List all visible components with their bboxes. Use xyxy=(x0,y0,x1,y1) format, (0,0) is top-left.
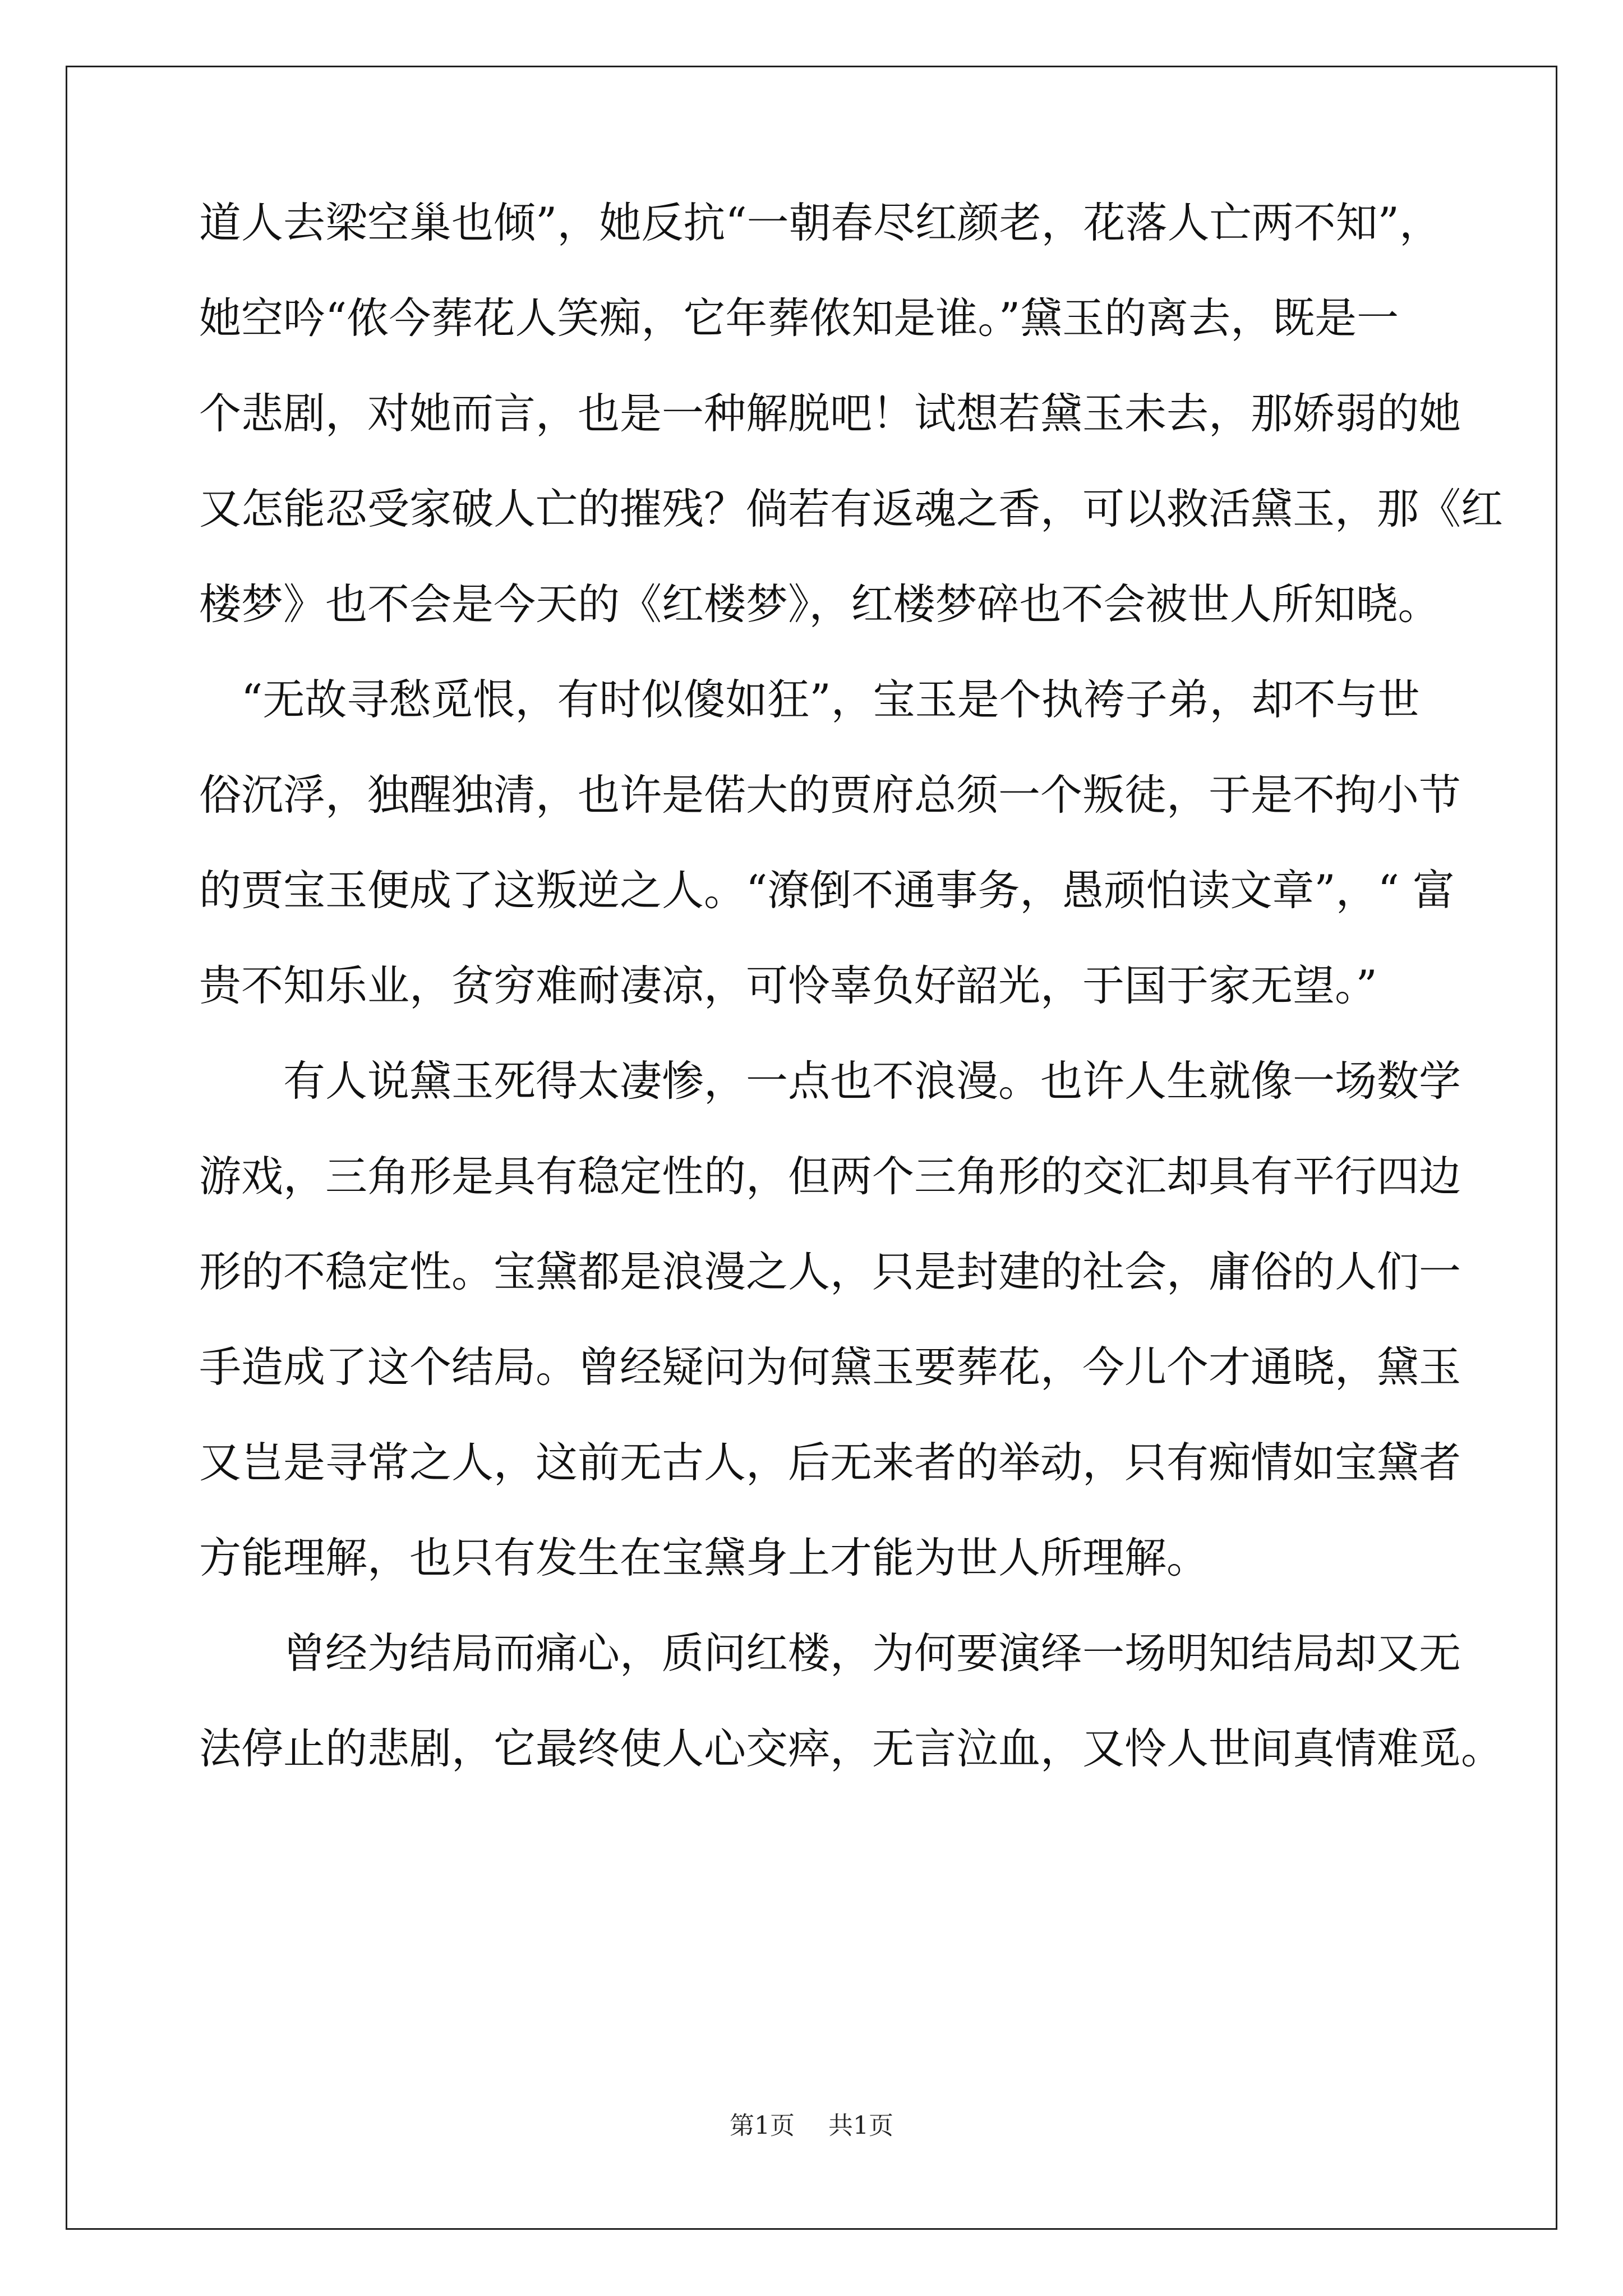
text-line-12: 形的不稳定性。宝黛都是浪漫之人，只是封建的社会，庸俗的人们一 xyxy=(199,1247,1461,1296)
text-line-4: 又怎能忍受家破人亡的摧残？倘若有返魂之香，可以救活黛玉，那《红 xyxy=(199,484,1504,533)
page-number: 第1页 xyxy=(730,2111,795,2140)
text-line-8: 的贾宝玉便成了这叛逆之人。“潦倒不通事务，愚顽怕读文章”，“ 富 xyxy=(199,866,1455,915)
text-line-13: 手造成了这个结局。曾经疑问为何黛玉要葬花，今儿个才通晓，黛玉 xyxy=(199,1342,1461,1392)
text-line-3: 个悲剧，对她而言，也是一种解脱吧！试想若黛玉未去，那娇弱的她 xyxy=(199,389,1461,438)
text-line-1: 道人去梁空巢也倾”，她反抗“一朝春尽红颜老，花落人亡两不知”， xyxy=(199,198,1442,247)
text-line-5: 楼梦》也不会是今天的《红楼梦》，红楼梦碎也不会被世人所知晓。 xyxy=(199,579,1440,629)
text-line-10: 有人说黛玉死得太凄惨，一点也不浪漫。也许人生就像一场数学 xyxy=(199,1056,1461,1106)
text-line-2: 她空吟“侬今葬花人笑痴，它年葬侬知是谁。”黛玉的离去，既是一 xyxy=(199,293,1399,343)
text-line-11: 游戏，三角形是具有稳定性的，但两个三角形的交汇却具有平行四边 xyxy=(199,1152,1461,1201)
text-line-15: 方能理解，也只有发生在宝黛身上才能为世人所理解。 xyxy=(199,1533,1209,1582)
text-line-14: 又岂是寻常之人，这前无古人，后无来者的举动，只有痴情如宝黛者 xyxy=(199,1438,1461,1487)
text-line-6: “无故寻愁觅恨，有时似傻如狂”，宝玉是个执袴子弟，却不与世 xyxy=(199,675,1420,724)
text-line-7: 俗沉浮，独醒独清，也许是偌大的贾府总须一个叛徒，于是不拘小节 xyxy=(199,770,1461,820)
document-body xyxy=(199,198,1504,1823)
text-line-17: 法停止的悲剧，它最终使人心交瘁，无言泣血，又怜人世间真情难觅。 xyxy=(199,1724,1504,1773)
page-total: 共1页 xyxy=(828,2111,893,2140)
text-line-9: 贵不知乐业，贫穷难耐凄凉，可怜辜负好韶光，于国于家无望。” xyxy=(199,961,1377,1010)
page-footer xyxy=(0,2112,1623,2140)
text-line-16: 曾经为结局而痛心，质问红楼，为何要演绎一场明知结局却又无 xyxy=(199,1628,1461,1678)
